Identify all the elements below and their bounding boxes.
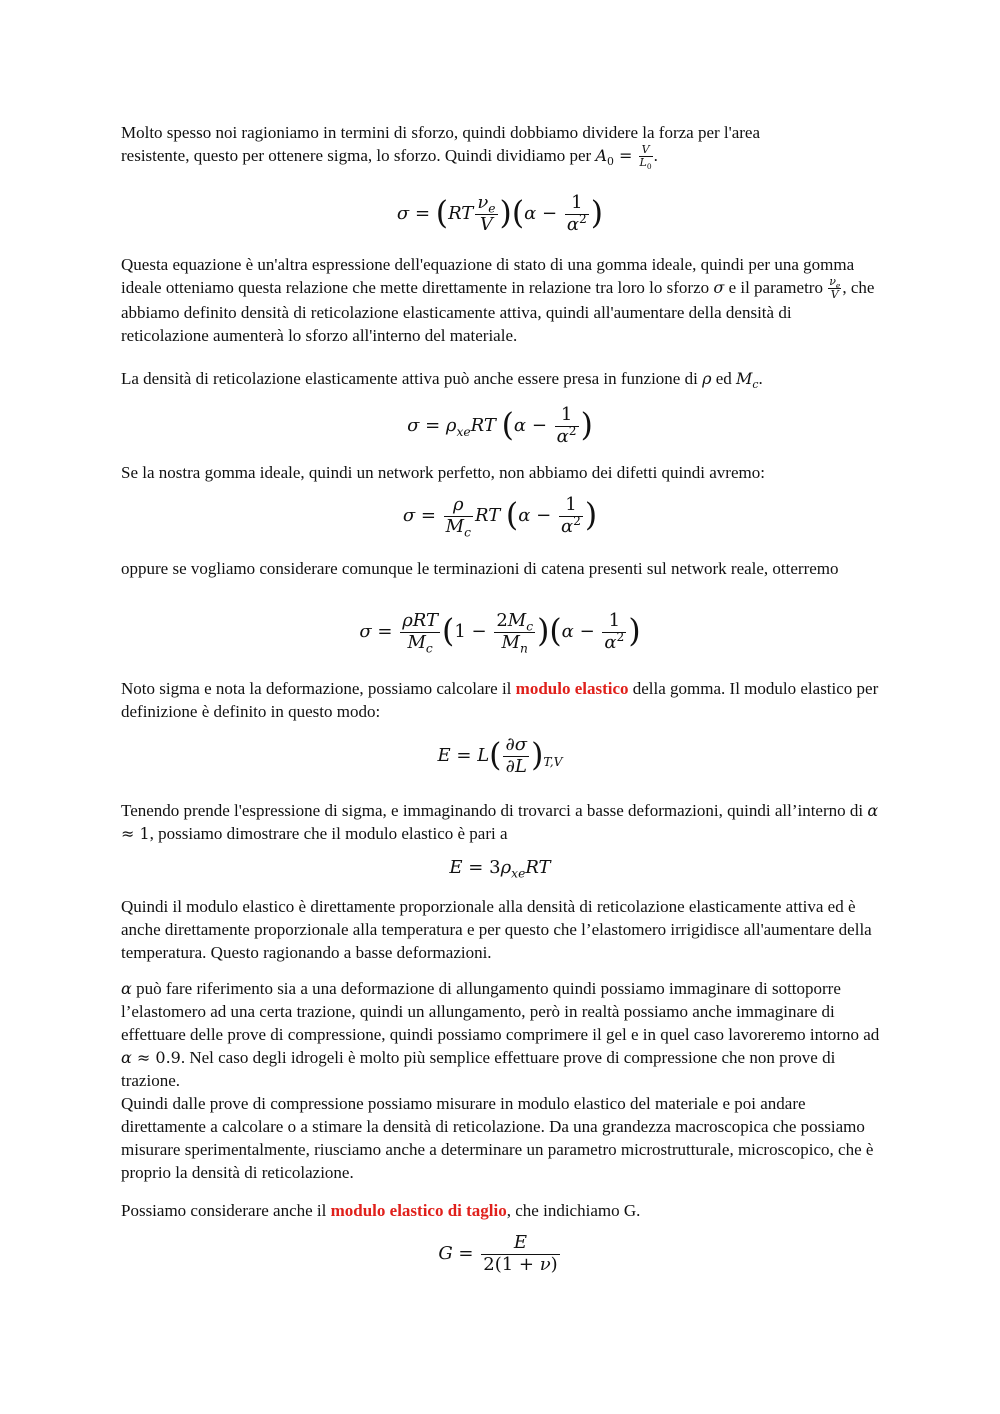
paragraph-elastic-modulus: Noto sigma e nota la deformazione, possiamo calcolare il modulo elastico della gomma. Il modulo elastico per definizione è definito in questo modo: [121,679,879,721]
paragraph-proportionality: Quindi il modulo elastico è direttamente proporzionale alla densità di reticolazione elasticamente attiva ed è anche direttamente proporzionale alla temperatura e per questo che l’elastomero irrigidisce all'aumentare della temperatura. Questo ragionando a basse deformazioni. [121,897,872,962]
highlight-shear-modulus: modulo elastico di taglio [330,1201,507,1220]
paragraph-density-function: La densità di reticolazione elasticamente attiva può anche essere presa in funzione di ρ ed $M_c$. [121,369,763,392]
paragraph-compression: α può fare riferimento sia a una deformazione di allungamento quindi possiamo immaginare di sottoporre l’elastomero ad una certa trazione, quindi un allungamento, però in realtà possiamo anche immaginare di effettuare delle prove di compressione, quindi possiamo comprimere il gel e in quel caso lavoreremo intorno ad α ≈ 0.9. Nel caso degli idrogeli è molto più semplice effettuare prove di compressione che non prove di trazione. Quindi dalle prove di compressione possiamo misurare in modulo elastico del materiale e poi andare direttamente a calcolare o a stimare la densità di reticolazione. Da una grandezza macroscopica che possiamo misurare sperimentalmente, riusciamo anche a determinare un parametro microstrutturale, microscopico, che è proprio la densità di reticolazione. [121,979,880,1182]
inline-math-crosslink-ratio: $\frac{\nu_e}{V}$ [829,275,841,302]
highlight-elastic-modulus: modulo elastico [515,679,629,698]
inline-math-area: $A_0$ = $\frac{V}{L_0}$ [595,143,652,172]
inline-math-sigma: σ [713,278,725,298]
equation-modulus-definition: E = L( $\frac{\partial\sigma}{\partial L}$ )$_{T,V}$ [437,734,563,777]
equation-stress-real-network: σ = $\frac{\text{ρRT}}{M_c}$ (1 − $\frac{2M_c}{M_n}$ )(α − $\frac{1}{\alpha^2}$ ) [359,610,641,656]
equation-stress-perfect-network: σ = $\frac{\rho}{M_c}$ RT (α − $\frac{1}{\alpha^2}$ ) [402,494,598,540]
equation-stress-network: σ = (RT $\frac{\nu_e}{V}$ )(α − $\frac{1}{\alpha^2}$ ) [396,192,604,235]
equation-stress-density: $\sigma = \rho_{xe}RT$ (α − $\frac{1}{\alpha^2}$ ) [407,404,593,447]
paragraph-shear-modulus: Possiamo considerare anche il modulo elastico di taglio, che indichiamo G. [121,1201,641,1220]
equation-modulus-value: $E = 3\rho_{xe}RT$ [449,857,551,881]
equation-shear-modulus: G = $\frac{E}{2(1 + \nu)}$ [438,1232,558,1275]
paragraph-chain-ends: oppure se vogliamo considerare comunque le terminazioni di catena presenti sul network reale, otterremo [121,559,839,578]
paragraph-state-equation: Questa equazione è un'altra espressione dell'equazione di stato di una gomma ideale, quindi per una gomma ideale otteniamo questa relazione che mette direttamente in relazione tra loro lo sforzo σ e il parametro $\frac{\nu_e}{V}$ , che abbiamo definito densità di reticolazione elasticamente attiva, quindi all'aumentare della densità di reticolazione aumenterà lo sforzo all'interno del materiale. [121,255,875,346]
paragraph-stress-intro: Molto spesso noi ragioniamo in termini di sforzo, quindi dobbiamo dividere la forza per l'area resistente, questo per ottenere sigma, lo sforzo. Quindi dividiamo per $A_0$ = $\frac{V}{L_0}$ . [121,123,760,172]
paragraph-small-deformation: Tenendo prende l'espressione di sigma, e immaginando di trovarci a basse deformazioni, quindi all’interno di α ≈ 1, possiamo dimostrare che il modulo elastico è pari a [121,801,879,843]
paragraph-ideal-rubber: Se la nostra gomma ideale, quindi un network perfetto, non abbiamo dei difetti quindi avremo: [121,463,765,482]
